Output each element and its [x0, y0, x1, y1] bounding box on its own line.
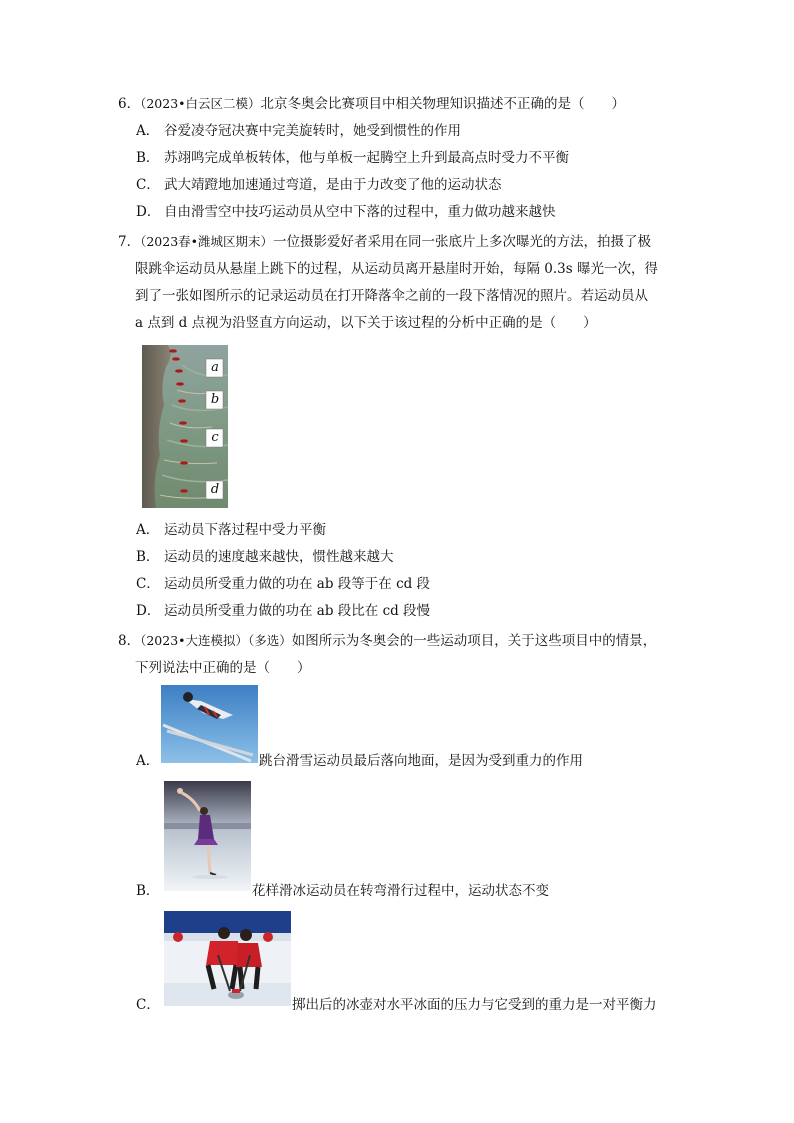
q6-option-b-label: B． [136, 150, 160, 166]
q6-option-a [136, 121, 461, 141]
q7-option-c-label: C． [136, 576, 160, 592]
skydiver-multi-exposure-photo [142, 345, 228, 508]
q7-option-c-text: 运动员所受重力做的功在 ab 段等于在 cd 段 [164, 576, 431, 592]
q7-option-a-label: A． [136, 522, 160, 538]
q7-number: 7． [118, 234, 141, 250]
figure-label-c: c [211, 430, 219, 445]
q7-source: （2023春•潍城区期末） [140, 234, 274, 249]
q6-option-d-label: D． [136, 204, 161, 220]
q8-option-a-text: 跳台滑雪运动员最后落向地面，是因为受到重力的作用 [259, 753, 583, 769]
q6-source: （2023•白云区二模） [140, 96, 261, 111]
q7-option-b-label: B． [136, 549, 160, 565]
q8-source: （2023•大连模拟） [140, 633, 249, 648]
q7-option-b [136, 547, 394, 567]
curling-photo [164, 911, 291, 1006]
figure-label-d: d [210, 482, 220, 497]
q6-option-d [136, 202, 556, 222]
figure-label-b: b [210, 392, 220, 407]
q8-number: 8． [118, 633, 141, 649]
q8-option-b-text: 花样滑冰运动员在转弯滑行过程中，运动状态不变 [252, 883, 549, 899]
q6-header [118, 94, 625, 114]
q6-option-c-text: 武大靖蹬地加速通过弯道，是由于力改变了他的运动状态 [164, 177, 502, 193]
q6-option-b [136, 148, 569, 168]
q7-stem-line-4: a 点到 d 点视为沿竖直方向运动，以下关于该过程的分析中正确的是（ ） [135, 315, 597, 331]
q7-stem-line-1: 一位摄影爱好者采用在同一张底片上多次曝光的方法，拍摄了极 [273, 234, 652, 250]
q7-option-a [136, 520, 326, 540]
q8-stem-line-2: 下列说法中正确的是（ ） [135, 660, 311, 676]
q6-number: 6． [118, 96, 141, 112]
q8-option-b-label: B． [136, 883, 160, 899]
q8-option-a-label: A． [136, 753, 160, 769]
q8-option-c-text: 掷出后的冰壶对水平冰面的压力与它受到的重力是一对平衡力 [292, 997, 657, 1013]
figure-label-a: a [211, 360, 219, 375]
q7-stem-line-2: 限跳伞运动员从悬崖上跳下的过程，从运动员离开悬崖时开始，每隔 0.3s 曝光一次，得 [135, 261, 658, 277]
q8-option-c-label: C． [136, 997, 160, 1013]
q6-option-d-text: 自由滑雪空中技巧运动员从空中下落的过程中，重力做功越来越快 [164, 204, 556, 220]
q7-option-b-text: 运动员的速度越来越快，惯性越来越大 [164, 549, 394, 565]
q6-option-a-text: 谷爱凌夺冠决赛中完美旋转时，她受到惯性的作用 [164, 123, 461, 139]
ski-jumper-photo [161, 685, 258, 763]
q7-option-d-text: 运动员所受重力做的功在 ab 段比在 cd 段慢 [164, 603, 431, 619]
q6-option-a-label: A． [136, 123, 160, 139]
figure-skater-photo [164, 781, 251, 891]
q6-stem: 北京冬奥会比赛项目中相关物理知识描述不正确的是（ ） [260, 96, 626, 112]
q8-stem-line-1: 如图所示为冬奥会的一些运动项目，关于这些项目中的情景， [291, 633, 657, 649]
q6-option-c [136, 175, 502, 195]
q7-option-c [136, 574, 430, 594]
q7-option-d [136, 601, 430, 621]
q7-header [118, 232, 651, 252]
q6-option-b-text: 苏翊鸣完成单板转体，他与单板一起腾空上升到最高点时受力不平衡 [164, 150, 569, 166]
q8-header [118, 631, 656, 651]
q7-option-d-label: D． [136, 603, 161, 619]
q8-tag: （多选） [248, 633, 292, 648]
q7-option-a-text: 运动员下落过程中受力平衡 [164, 522, 326, 538]
q7-stem-line-3: 到了一张如图所示的记录运动员在打开降落伞之前的一段下落情况的照片。若运动员从 [135, 288, 648, 304]
q6-option-c-label: C． [136, 177, 160, 193]
